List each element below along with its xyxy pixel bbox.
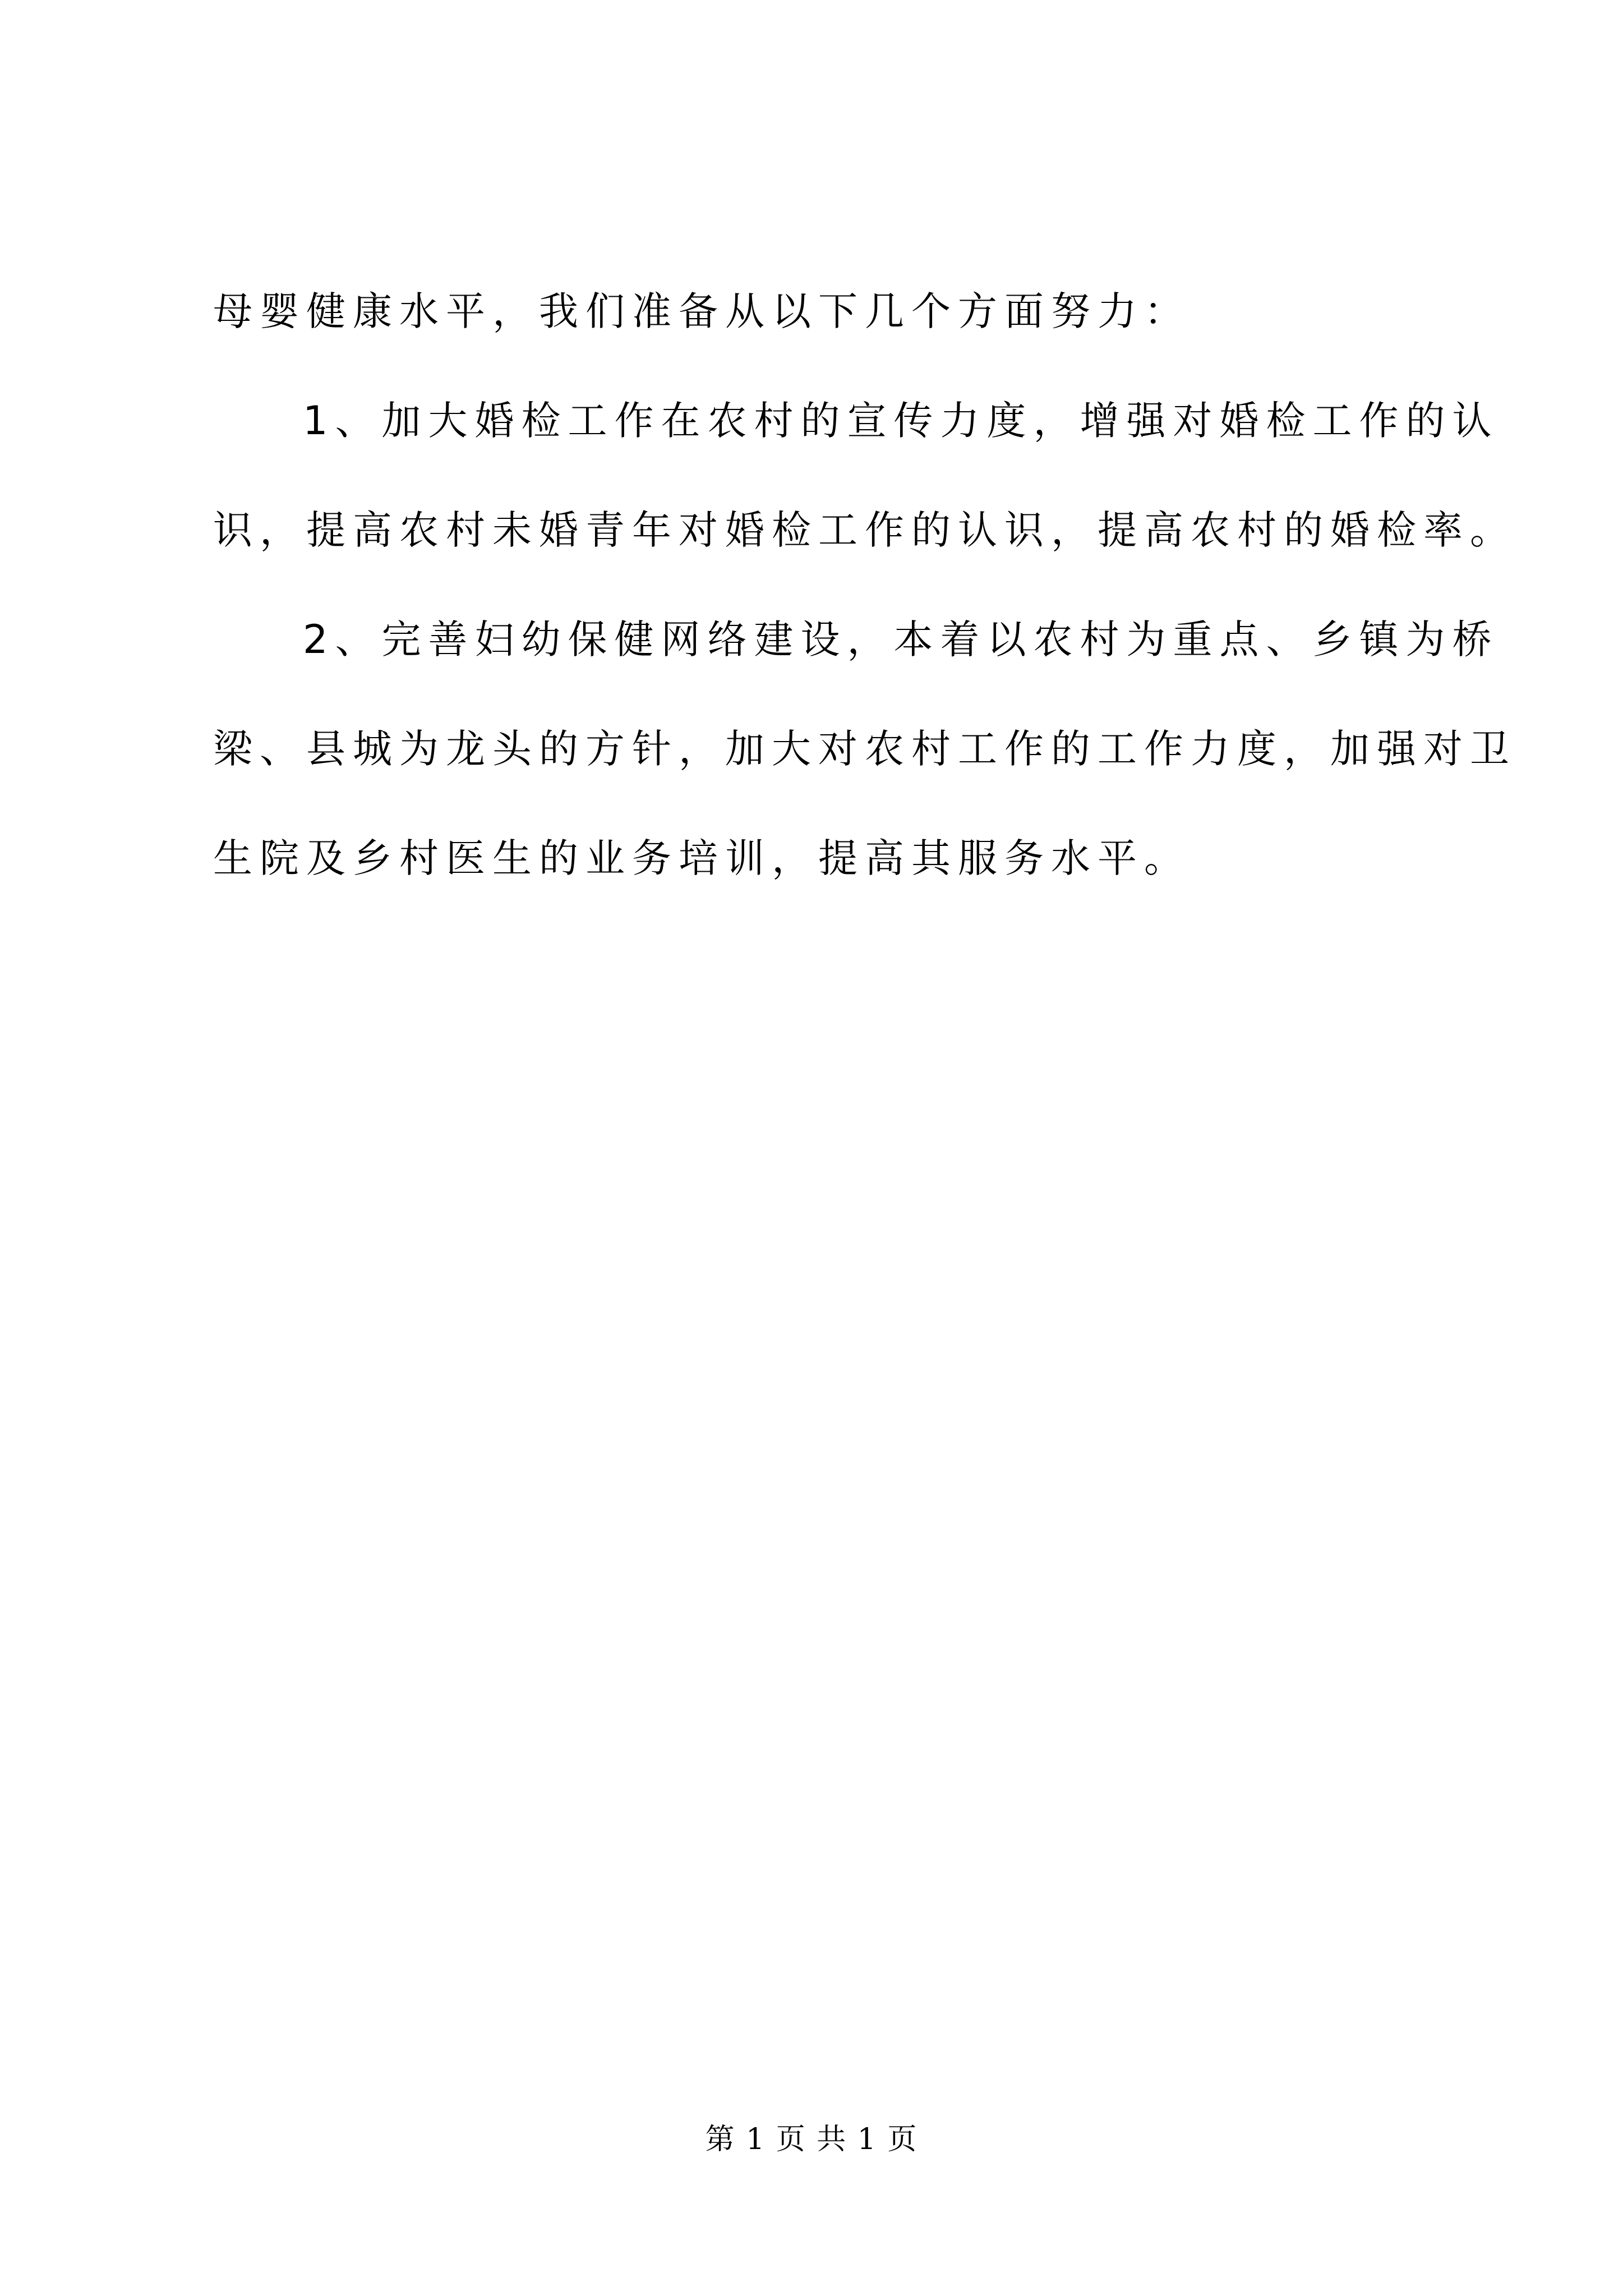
document-body	[213, 288, 1516, 948]
paragraph-line: 2、完善妇幼保健网络建设，本着以农村为重点、乡镇为桥	[303, 616, 1499, 662]
paragraph-line: 生院及乡村医生的业务培训，提高其服务水平。	[213, 835, 1191, 881]
paragraph-line: 识，提高农村未婚青年对婚检工作的认识，提高农村的婚检率。	[213, 507, 1516, 553]
paragraph-line: 梁、县城为龙头的方针，加大对农村工作的工作力度，加强对卫	[213, 726, 1516, 772]
page-footer: 第 1 页 共 1 页	[705, 2123, 918, 2156]
paragraph-line: 母婴健康水平，我们准备从以下几个方面努力：	[213, 288, 1191, 334]
paragraph-line: 1、加大婚检工作在农村的宣传力度，增强对婚检工作的认	[303, 398, 1499, 444]
